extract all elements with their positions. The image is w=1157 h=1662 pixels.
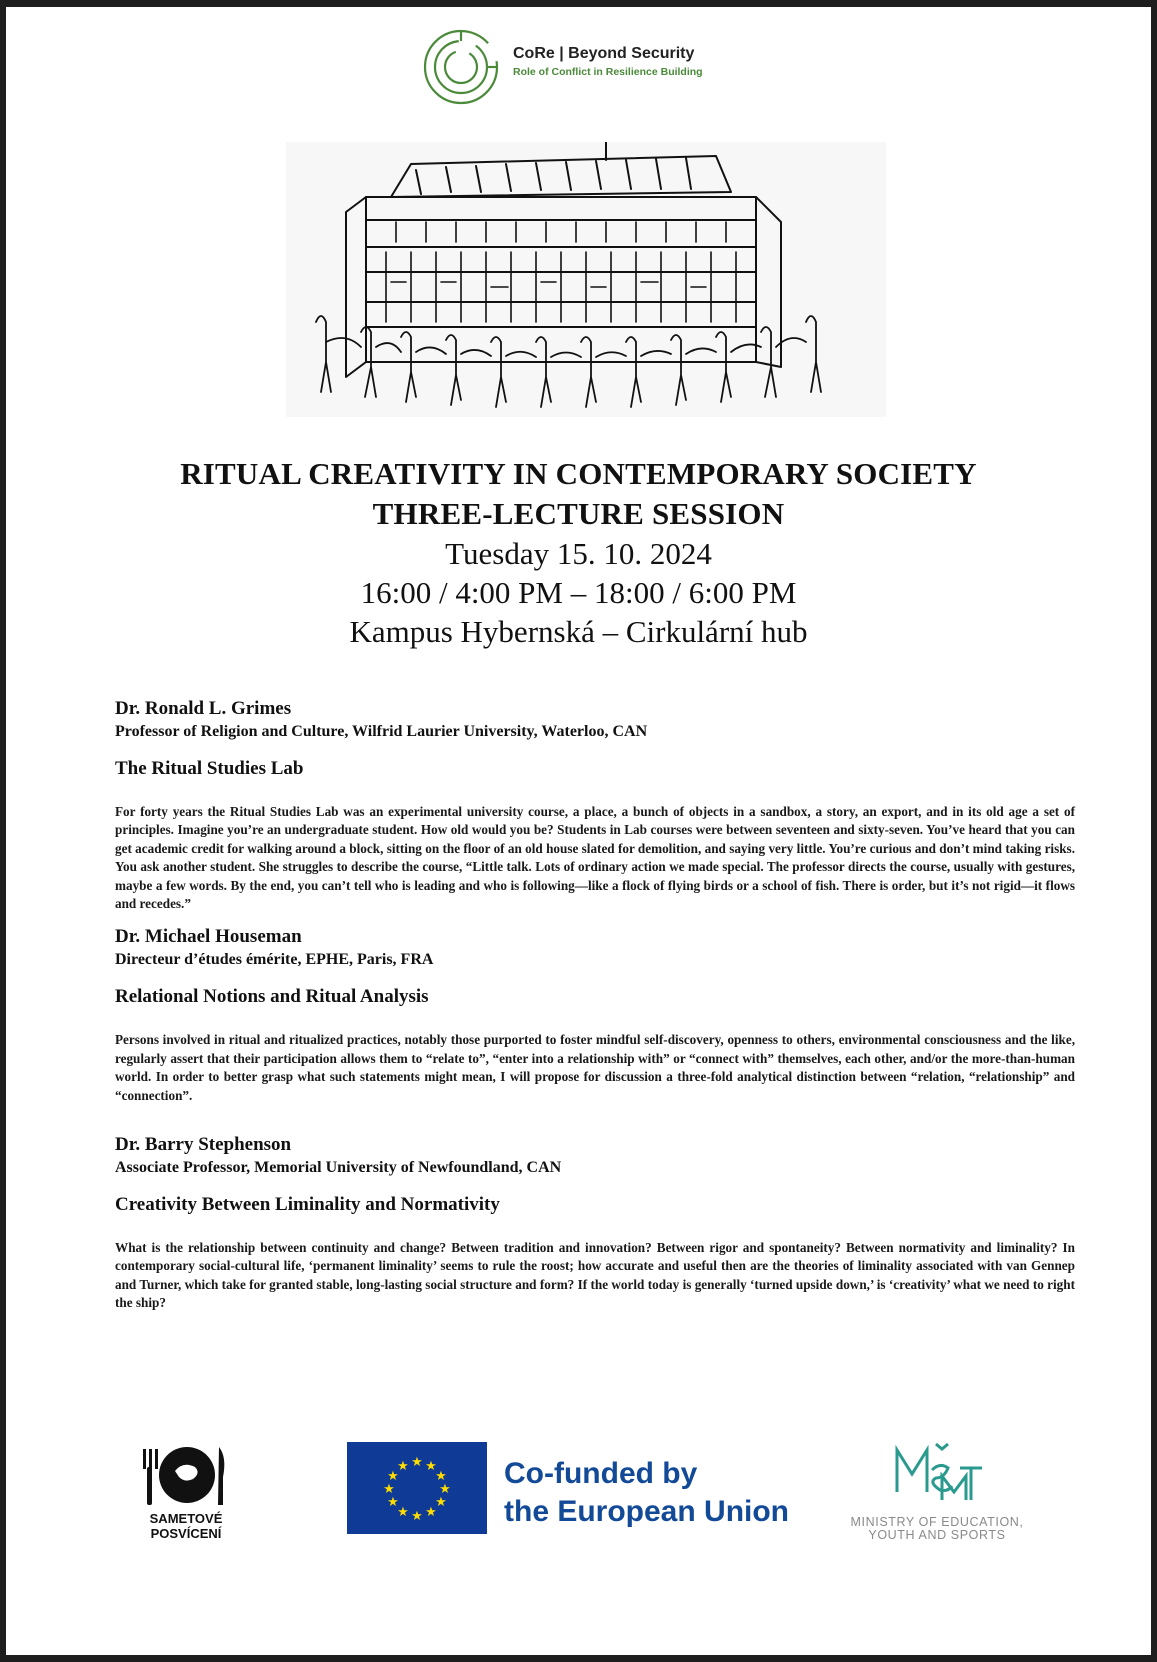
svg-text:★: ★: [435, 1495, 447, 1510]
svg-text:★: ★: [411, 1455, 423, 1470]
speaker-name: Dr. Michael Houseman: [115, 926, 302, 948]
lecture-abstract: Persons involved in ritual and ritualized practices, notably those purported to foster mindful self-discovery, openness to others, environmental consciousness and the like, regularly assert that their participation allows them to “relate to”, “enter into a relationship with” or “connect with” themselves, each other, and/or the more-than-human world. In order to better grasp what such statements might mean, I will propose for discussion a three-fold analytical distinction between “relation, “relationship” and “connection”.: [115, 1032, 1075, 1103]
event-title-line2: THREE-LECTURE SESSION: [372, 496, 785, 531]
eu-line2: the European Union: [504, 1495, 789, 1528]
svg-text:★: ★: [411, 1509, 423, 1524]
sametove-text: [141, 1511, 231, 1541]
svg-text:★: ★: [425, 1505, 437, 1520]
svg-text:★: ★: [387, 1495, 399, 1510]
svg-text:★: ★: [439, 1482, 451, 1497]
event-date: Tuesday 15. 10. 2024: [445, 536, 712, 571]
logo-subtitle: Role of Conflict in Resilience Building: [513, 66, 703, 78]
core-logo: [421, 27, 721, 107]
speaker-affiliation: Associate Professor, Memorial University of Newfoundland, CAN: [115, 1159, 562, 1177]
lecture-title: Relational Notions and Ritual Analysis: [115, 986, 429, 1008]
fork-plate-knife-icon: [141, 1441, 231, 1511]
building-illustration: [286, 142, 886, 417]
msmt-line1: MINISTRY OF EDUCATION,: [850, 1515, 1024, 1529]
event-header: [6, 454, 1151, 651]
event-venue: Kampus Hybernská – Cirkulární hub: [349, 614, 808, 649]
svg-text:★: ★: [383, 1482, 395, 1497]
svg-text:★: ★: [435, 1469, 447, 1484]
poster-page: [6, 7, 1151, 1655]
eu-stars-icon: [347, 1442, 487, 1534]
lecture-abstract: What is the relationship between continuity and change? Between tradition and innovation? Between rigor and spontaneity? Between normativity and liminality? In contemporary social-cultural life, ‘permanent liminality’ seems to rule the roost; how accurate and useful then are the theories of liminality associated with van Gennep and Turner, which take for granted stable, long-lasting social structure and form? If the world today is generally ‘turned upside down,’ is ‘creativity’ what we need to right the ship?: [115, 1240, 1075, 1311]
core-circle-icon: [421, 27, 501, 107]
msmt-text: [832, 1516, 1042, 1542]
eu-line1: Co-funded by: [504, 1457, 698, 1490]
speaker-name: Dr. Barry Stephenson: [115, 1134, 292, 1156]
eu-flag: [347, 1442, 487, 1534]
sametove-line2: POSVÍCENÍ: [150, 1526, 222, 1541]
sametove-line1: SAMETOVÉ: [149, 1511, 223, 1526]
sametove-posviceni-logo: [141, 1441, 231, 1541]
msmt-monogram-icon: [832, 1440, 1042, 1512]
svg-text:★: ★: [397, 1459, 409, 1474]
lecture-abstract: For forty years the Ritual Studies Lab was an experimental university course, a place, a bunch of objects in a sandbox, a story, an export, and in its old age a set of principles. Imagine you’re an undergraduate student. How old would you be? Students in Lab courses were between seventeen and sixty-seven. You’ve heard that you can get academic credit for walking around a block, sitting on the floor of an old house slated for demolition, and saying very little. You’re curious and don’t mind taking risks. You ask another student. She struggles to describe the course, “Little talk. Lots of ordinary action we made special. The professor directs the course, usually with gestures, maybe a few words. By the end, you can’t tell who is leading and who is following—like a flock of flying birds or a school of fish. There is order, but it’s not rigid—it flows and recedes.”: [115, 804, 1075, 912]
event-time: 16:00 / 4:00 PM – 18:00 / 6:00 PM: [360, 575, 797, 610]
lectures-section: [115, 697, 1075, 1313]
lecture-2: [115, 925, 1075, 1105]
msmt-line2: YOUTH AND SPORTS: [868, 1528, 1006, 1542]
lecture-3: [115, 1133, 1075, 1313]
lecture-title: Creativity Between Liminality and Normativity: [115, 1194, 500, 1216]
speaker-affiliation: Professor of Religion and Culture, Wilfrid Laurier University, Waterloo, CAN: [115, 723, 648, 740]
speaker-name: Dr. Ronald L. Grimes: [115, 698, 292, 719]
event-title-line1: RITUAL CREATIVITY IN CONTEMPORARY SOCIETY: [180, 456, 977, 491]
svg-text:★: ★: [397, 1505, 409, 1520]
eu-cofunded-text: [504, 1455, 789, 1531]
svg-text:★: ★: [425, 1459, 437, 1474]
speaker-affiliation: Directeur d’études émérite, EPHE, Paris, FRA: [115, 951, 434, 969]
lecture-title: The Ritual Studies Lab: [115, 758, 304, 779]
logo-title: CoRe | Beyond Security: [513, 45, 695, 62]
msmt-logo: [832, 1440, 1042, 1540]
lecture-1: [115, 697, 1075, 913]
svg-text:★: ★: [387, 1469, 399, 1484]
